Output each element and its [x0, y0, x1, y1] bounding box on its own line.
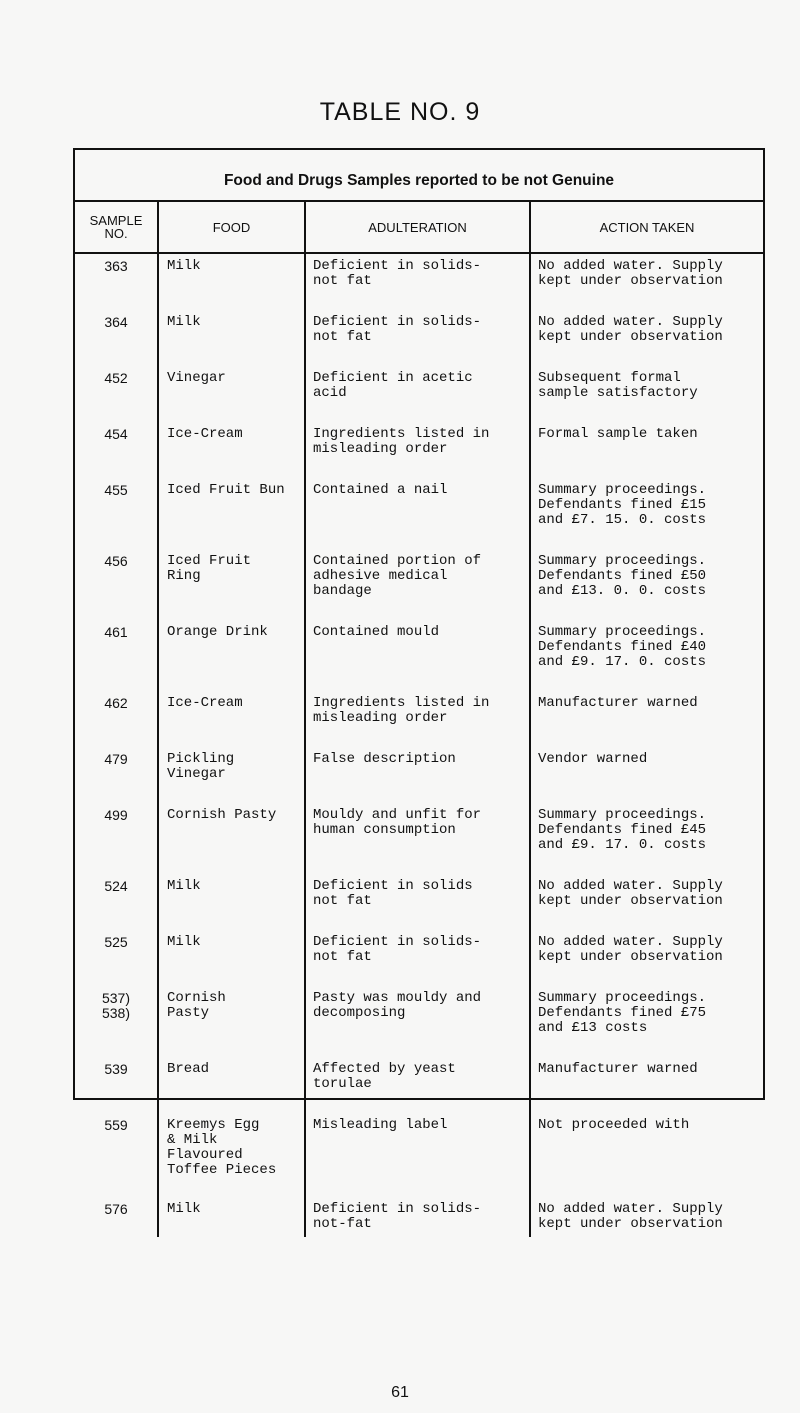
sample-no: 461 [104, 624, 128, 640]
table-row [75, 747, 763, 803]
sample-no: 525 [104, 934, 128, 950]
action-cell: Vendor warned [530, 747, 763, 803]
sample-no: 576 [104, 1201, 128, 1217]
header-action-taken: ACTION TAKEN [530, 202, 763, 253]
table-title: TABLE NO. 9 [319, 98, 481, 126]
food-cell: Milk [158, 1197, 305, 1237]
action-cell: Summary proceedings. Defendants fined £45 and £9. 17. 0. costs [530, 803, 763, 874]
sample-no: 455 [104, 482, 128, 498]
food-cell: Ice-Cream [158, 691, 305, 747]
sample-no: 537) 538) [101, 990, 131, 1021]
adulteration-cell: Contained a nail [305, 478, 530, 549]
adulteration-cell: Deficient in solids- not fat [305, 253, 530, 310]
adulteration-cell: Misleading label [305, 1113, 530, 1197]
food-cell: Bread [158, 1057, 305, 1113]
action-cell: Subsequent formal sample satisfactory [530, 366, 763, 422]
samples-table-frame [73, 148, 765, 1232]
sample-no: 364 [104, 314, 128, 330]
sample-no: 363 [104, 258, 128, 274]
table-row [75, 310, 763, 366]
adulteration-cell: Ingredients listed in misleading order [305, 691, 530, 747]
adulteration-cell: Deficient in solids- not-fat [305, 1197, 530, 1237]
food-cell: Milk [158, 930, 305, 986]
table-row [75, 1057, 763, 1113]
table-row [75, 253, 763, 310]
food-cell: Orange Drink [158, 620, 305, 691]
table-row [75, 422, 763, 478]
sample-no: 454 [104, 426, 128, 442]
sample-no: 524 [104, 878, 128, 894]
food-cell: Vinegar [158, 366, 305, 422]
food-cell: Pickling Vinegar [158, 747, 305, 803]
table-row [75, 874, 763, 930]
table-row [75, 620, 763, 691]
action-cell: Summary proceedings. Defendants fined £15 and £7. 15. 0. costs [530, 478, 763, 549]
table-caption: Food and Drugs Samples reported to be not Genuine [75, 150, 763, 202]
sample-no: 559 [104, 1117, 128, 1133]
sample-no: 452 [104, 370, 128, 386]
action-cell: No added water. Supply kept under observation [530, 930, 763, 986]
food-cell: Ice-Cream [158, 422, 305, 478]
adulteration-cell: Affected by yeast torulae [305, 1057, 530, 1113]
adulteration-cell: Deficient in acetic acid [305, 366, 530, 422]
sample-no: 499 [104, 807, 128, 823]
food-cell: Iced Fruit Ring [158, 549, 305, 620]
action-cell: Summary proceedings. Defendants fined £75 and £13 costs [530, 986, 763, 1057]
action-cell: Manufacturer warned [530, 1057, 763, 1113]
food-cell: Milk [158, 874, 305, 930]
action-cell: No added water. Supply kept under observation [530, 1197, 763, 1237]
table-row [75, 1197, 763, 1237]
action-cell: Summary proceedings. Defendants fined £40 and £9. 17. 0. costs [530, 620, 763, 691]
sample-no: 539 [104, 1061, 128, 1077]
sample-no: 456 [104, 553, 128, 569]
action-cell: Summary proceedings. Defendants fined £50 and £13. 0. 0. costs [530, 549, 763, 620]
action-cell: Not proceeded with [530, 1113, 763, 1197]
table-row [75, 691, 763, 747]
adulteration-cell: Mouldy and unfit for human consumption [305, 803, 530, 874]
sample-no: 462 [104, 695, 128, 711]
adulteration-cell: Pasty was mouldy and decomposing [305, 986, 530, 1057]
header-sample-no: SAMPLE NO. [75, 202, 158, 253]
table-row [75, 930, 763, 986]
header-adulteration: ADULTERATION [305, 202, 530, 253]
table-row [75, 478, 763, 549]
adulteration-cell: Deficient in solids- not fat [305, 930, 530, 986]
adulteration-cell: False description [305, 747, 530, 803]
food-cell: Iced Fruit Bun [158, 478, 305, 549]
samples-table [75, 202, 763, 1237]
header-row [75, 202, 763, 253]
table-row [75, 986, 763, 1057]
adulteration-cell: Ingredients listed in misleading order [305, 422, 530, 478]
action-cell: Formal sample taken [530, 422, 763, 478]
adulteration-cell: Deficient in solids- not fat [305, 310, 530, 366]
food-cell: Cornish Pasty [158, 986, 305, 1057]
header-food: FOOD [158, 202, 305, 253]
action-cell: No added water. Supply kept under observation [530, 310, 763, 366]
food-cell: Milk [158, 253, 305, 310]
adulteration-cell: Contained portion of adhesive medical bandage [305, 549, 530, 620]
table-row [75, 803, 763, 874]
food-cell: Cornish Pasty [158, 803, 305, 874]
table-row [75, 366, 763, 422]
table-row [75, 549, 763, 620]
adulteration-cell: Contained mould [305, 620, 530, 691]
food-cell: Milk [158, 310, 305, 366]
food-cell: Kreemys Egg & Milk Flavoured Toffee Pieces [158, 1113, 305, 1197]
action-cell: No added water. Supply kept under observation [530, 253, 763, 310]
action-cell: No added water. Supply kept under observation [530, 874, 763, 930]
page-number: 61 [391, 1384, 409, 1401]
adulteration-cell: Deficient in solids not fat [305, 874, 530, 930]
action-cell: Manufacturer warned [530, 691, 763, 747]
sample-no: 479 [104, 751, 128, 767]
table-row [75, 1113, 763, 1197]
